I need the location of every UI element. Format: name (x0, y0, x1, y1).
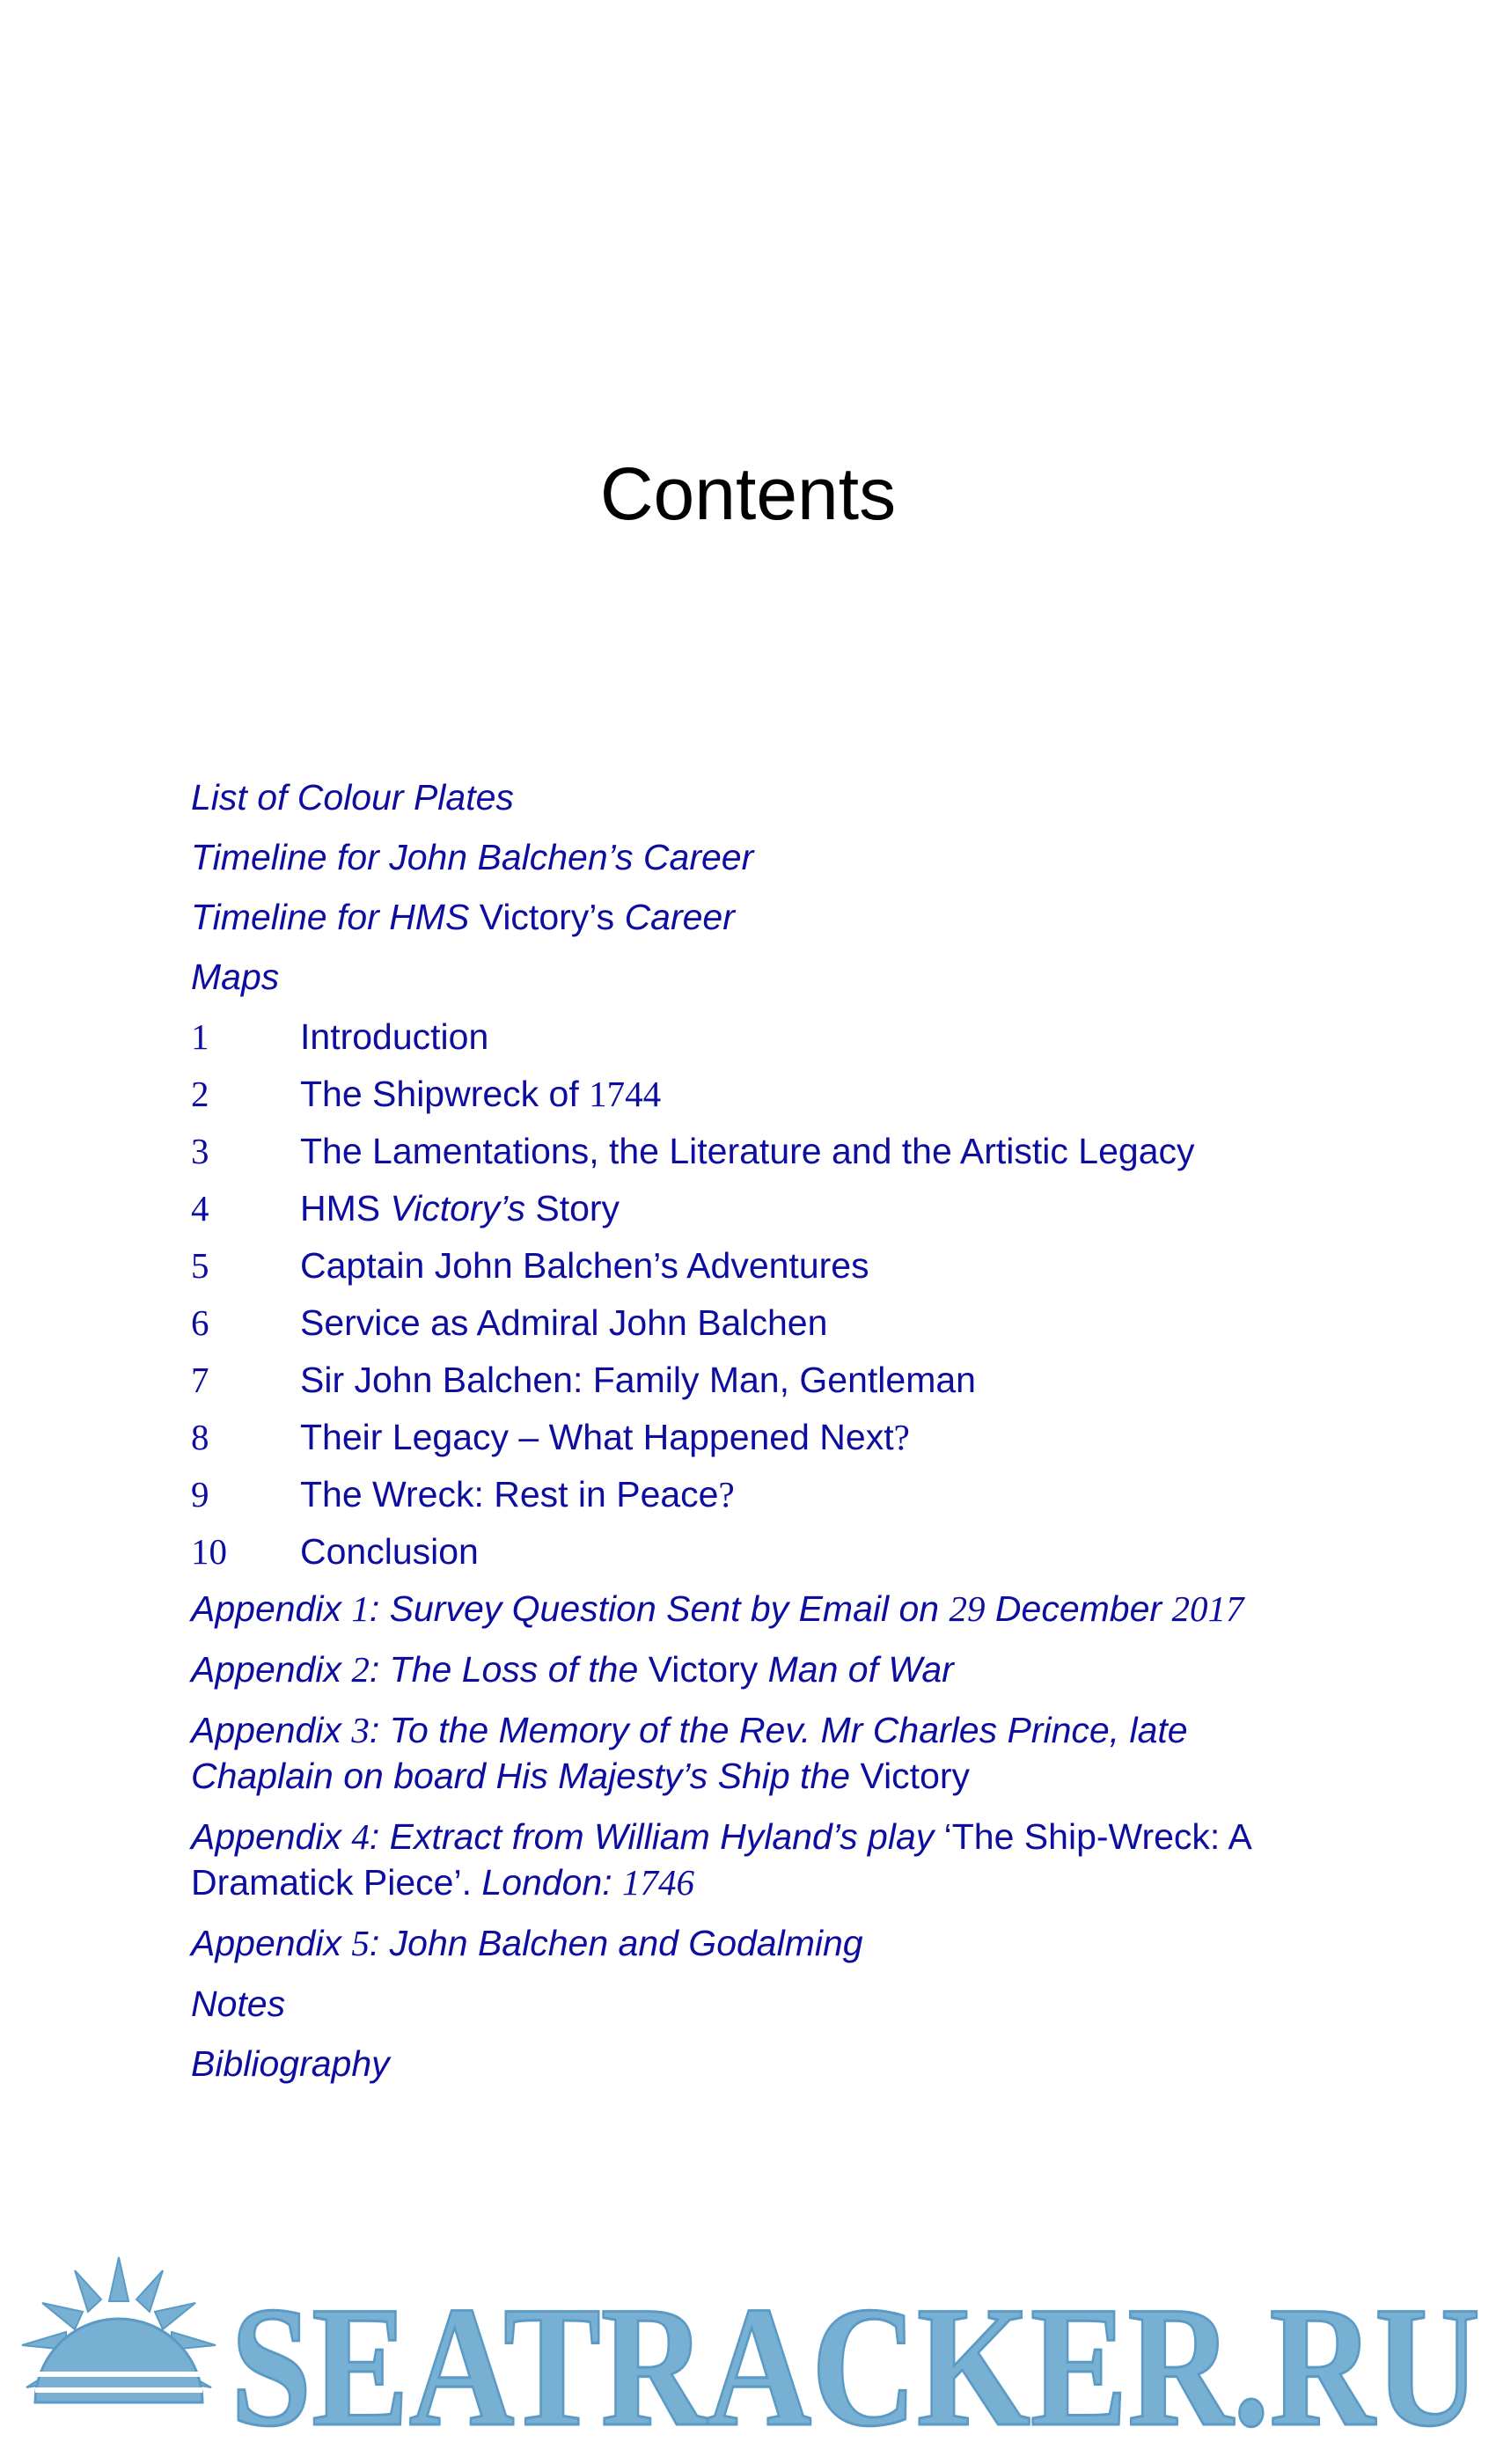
chapter-title-text: Story (535, 1188, 620, 1228)
chapter-number: 8 (191, 1417, 209, 1457)
toc-entry-bibliography[interactable]: Bibliography (191, 2043, 390, 2084)
watermark (0, 2240, 1496, 2451)
toc-chapter-8[interactable] (191, 1414, 1335, 1460)
chapter-number: 9 (191, 1474, 209, 1514)
chapter-number: 4 (191, 1188, 209, 1228)
appendix-text: Chaplain on board His Majesty’s Ship the (191, 1756, 851, 1796)
toc-chapter-6[interactable] (191, 1300, 1335, 1346)
date-month: December (994, 1588, 1162, 1629)
chapter-number: 2 (191, 1074, 209, 1114)
toc-entry-victory-timeline[interactable] (191, 894, 1335, 940)
appendix-number: 2 (351, 1649, 370, 1690)
appendix-label: Appendix (191, 1816, 341, 1857)
appendix-text: : John Balchen and Godalming (369, 1923, 863, 1963)
appendix-number: 4 (351, 1816, 370, 1857)
toc-entry-text: Timeline for HMS (191, 897, 470, 937)
date-day: 29 (949, 1588, 986, 1629)
ship-name: Victory’s (479, 897, 615, 937)
toc-entry-colour-plates[interactable]: List of Colour Plates (191, 777, 514, 818)
toc-entry-balchen-timeline[interactable]: Timeline for John Balchen’s Career (191, 837, 754, 877)
appendix-label: Appendix (191, 1710, 341, 1750)
chapter-title (300, 1185, 1335, 1231)
chapter-title: Captain John Balchen’s Adventures (300, 1245, 869, 1286)
toc-chapter-2[interactable] (191, 1071, 1335, 1117)
toc-appendix-5[interactable] (191, 1920, 1335, 1966)
play-title: Dramatick Piece’. (191, 1862, 472, 1903)
chapter-number: 10 (191, 1531, 227, 1572)
chapter-number: 5 (191, 1245, 209, 1286)
chapter-number: 6 (191, 1302, 209, 1343)
toc-chapter-1[interactable] (191, 1014, 1335, 1060)
chapter-title: Service as Admiral John Balchen (300, 1302, 828, 1343)
appendix-text: Man of War (767, 1649, 954, 1690)
chapter-number: 3 (191, 1131, 209, 1171)
toc-entry-maps[interactable]: Maps (191, 957, 280, 997)
toc-chapter-4[interactable] (191, 1185, 1335, 1231)
chapter-title: Conclusion (300, 1531, 479, 1572)
toc-appendix-4[interactable] (191, 1814, 1335, 1905)
toc-appendix-3[interactable] (191, 1707, 1335, 1799)
question-mark: ? (893, 1417, 910, 1457)
toc-chapter-5[interactable] (191, 1243, 1335, 1288)
ship-name: Victory’s (390, 1188, 525, 1228)
toc-appendix-1[interactable] (191, 1586, 1335, 1632)
toc-entry-notes[interactable]: Notes (191, 1984, 286, 2024)
appendix-label: Appendix (191, 1588, 341, 1629)
chapter-year: 1744 (589, 1074, 662, 1114)
chapter-title: Introduction (300, 1016, 489, 1057)
appendix-text: : Survey Question Sent by Email on (369, 1588, 940, 1629)
chapter-title: Sir John Balchen: Family Man, Gentleman (300, 1360, 976, 1400)
appendix-text: : To the Memory of the Rev. Mr Charles Prince, late (369, 1710, 1188, 1750)
chapter-title-text: The Wreck: Rest in Peace (300, 1474, 719, 1514)
date-year: 2017 (1171, 1588, 1244, 1629)
chapter-title-text: The Shipwreck of (300, 1074, 579, 1114)
question-mark: ? (718, 1474, 735, 1514)
appendix-number: 3 (351, 1710, 370, 1750)
page-title: Contents (599, 452, 897, 535)
ship-name: Victory (648, 1649, 759, 1690)
chapter-number: 7 (191, 1360, 209, 1400)
toc-chapter-10[interactable] (191, 1529, 1335, 1574)
play-title: ‘The Ship-Wreck: A (943, 1816, 1252, 1857)
ship-name: Victory (860, 1756, 971, 1796)
appendix-text: : Extract from William Hyland’s play (369, 1816, 935, 1857)
chapter-title-text: Their Legacy – What Happened Next (300, 1417, 894, 1457)
toc-appendix-2[interactable] (191, 1646, 1335, 1692)
appendix-text: : The Loss of the (369, 1649, 639, 1690)
chapter-title-text: HMS (300, 1188, 381, 1228)
sun-burst-icon (22, 2257, 216, 2402)
toc-chapter-3[interactable] (191, 1128, 1335, 1174)
toc-chapter-7[interactable] (191, 1357, 1335, 1403)
table-of-contents (191, 774, 1335, 2101)
appendix-city: London: (481, 1862, 612, 1903)
watermark-text: SEATRACKER.RU (231, 2271, 1480, 2451)
appendix-label: Appendix (191, 1923, 341, 1963)
chapter-title (300, 1071, 1335, 1117)
chapter-number: 1 (191, 1016, 209, 1057)
toc-chapter-9[interactable] (191, 1471, 1335, 1517)
chapter-title (300, 1471, 1335, 1517)
appendix-label: Appendix (191, 1649, 341, 1690)
appendix-number: 5 (351, 1923, 370, 1963)
chapter-title (300, 1414, 1335, 1460)
toc-entry-text: Career (624, 897, 735, 937)
appendix-number: 1 (351, 1588, 370, 1629)
chapter-title: The Lamentations, the Literature and the Artistic Legacy (300, 1131, 1195, 1171)
appendix-year: 1746 (622, 1862, 695, 1903)
